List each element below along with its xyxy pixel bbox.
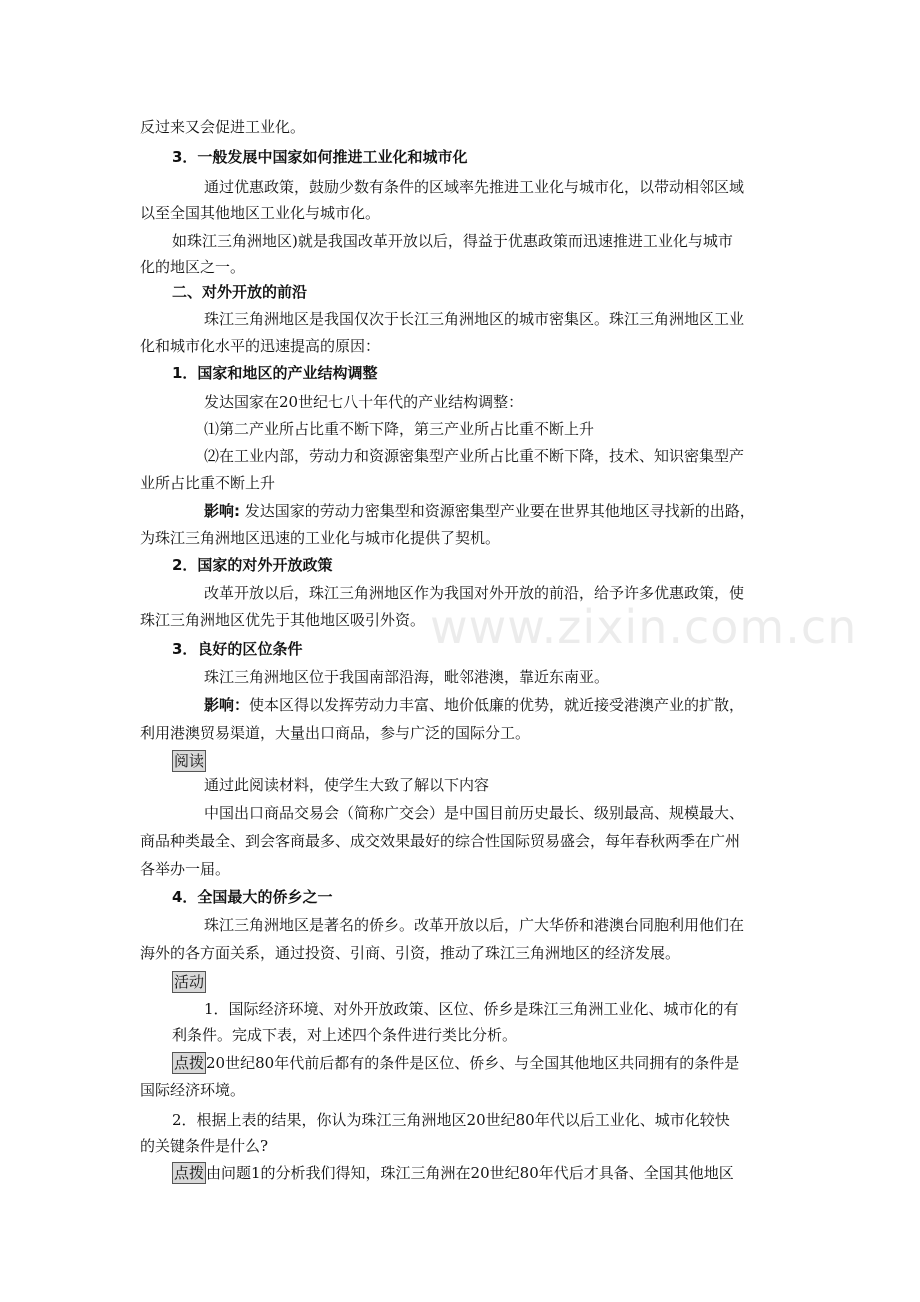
text-line: 利用港澳贸易渠道，大量出口商品，参与广泛的国际分工。 bbox=[140, 724, 531, 742]
hint-tag: 点拨 bbox=[174, 1054, 205, 1072]
section-heading: 4．全国最大的侨乡之一 bbox=[172, 888, 333, 906]
text-line: 发达国家在20世纪七八十年代的产业结构调整： bbox=[204, 393, 524, 411]
text-line: 的关键条件是什么? bbox=[140, 1137, 269, 1155]
text-span: 使本区得以发挥劳动力丰富、地价低廉的优势，就近接受港澳产业的扩散， bbox=[249, 696, 745, 714]
text-line: 改革开放以后，珠江三角洲地区作为我国对外开放的前沿，给予许多优惠政策，使 bbox=[204, 584, 745, 602]
text-line: 国际经济环境。 bbox=[140, 1081, 246, 1099]
text-line bbox=[172, 1160, 822, 1186]
text-line: 业所占比重不断上升 bbox=[140, 474, 276, 492]
text-line: 珠江三角洲地区是著名的侨乡。改革开放以后，广大华侨和港澳台同胞利用他们在 bbox=[204, 916, 745, 934]
text-line: 以至全国其他地区工业化与城市化。 bbox=[140, 204, 381, 222]
text-line: 为珠江三角洲地区迅速的工业化与城市化提供了契机。 bbox=[140, 529, 501, 547]
text-span: 20世纪80年代前后都有的条件是区位、侨乡、与全国其他地区共同拥有的条件是 bbox=[206, 1054, 740, 1072]
text-line: 海外的各方面关系，通过投资、引商、引资，推动了珠江三角洲地区的经济发展。 bbox=[140, 944, 681, 962]
reading-tag: 阅读 bbox=[174, 752, 205, 770]
hint-tag: 点拨 bbox=[174, 1164, 205, 1182]
text-line bbox=[204, 692, 854, 718]
section-heading: 3．一般发展中国家如何推进工业化和城市化 bbox=[172, 148, 468, 166]
text-line: 1．国际经济环境、对外开放政策、区位、侨乡是珠江三角洲工业化、城市化的有 bbox=[204, 1000, 739, 1018]
text-line: 珠江三角洲地区优先于其他地区吸引外资。 bbox=[140, 611, 426, 629]
text-line: 中国出口商品交易会（简称广交会）是中国目前历史最长、级别最高、规模最大、 bbox=[204, 804, 745, 822]
text-line: 通过优惠政策，鼓励少数有条件的区域率先推进工业化与城市化，以带动相邻区域 bbox=[204, 178, 745, 196]
tag-line bbox=[172, 748, 822, 774]
text-line: 2．根据上表的结果，你认为珠江三角洲地区20世纪80年代以后工业化、城市化较快 bbox=[172, 1111, 730, 1129]
text-span: 由问题1的分析我们得知，珠江三角洲在20世纪80年代后才具备、全国其他地区 bbox=[206, 1164, 734, 1182]
section-heading: 二、对外开放的前沿 bbox=[172, 283, 308, 301]
section-heading: 3．良好的区位条件 bbox=[172, 640, 303, 658]
text-span: 发达国家的劳动力密集型和资源密集型产业要在世界其他地区寻找新的出路， bbox=[240, 502, 755, 520]
watermark: www.zixin.com.cn bbox=[430, 600, 858, 654]
text-line: 化的地区之一。 bbox=[140, 258, 246, 276]
text-line bbox=[172, 1050, 822, 1076]
section-heading: 2．国家的对外开放政策 bbox=[172, 556, 333, 574]
activity-tag: 活动 bbox=[174, 973, 205, 991]
text-line: ⑴第二产业所占比重不断下降，第三产业所占比重不断上升 bbox=[204, 420, 595, 438]
impact-label: 影响： bbox=[204, 696, 250, 714]
impact-label: 影响: bbox=[204, 502, 240, 520]
text-line: 珠江三角洲地区位于我国南部沿海，毗邻港澳，靠近东南亚。 bbox=[204, 668, 610, 686]
text-line: ⑵在工业内部，劳动力和资源密集型产业所占比重不断下降，技术、知识密集型产 bbox=[204, 447, 745, 465]
text-line: 化和城市化水平的迅速提高的原因： bbox=[140, 337, 381, 355]
text-line: 商品种类最全、到会客商最多、成交效果最好的综合性国际贸易盛会，每年春秋两季在广州 bbox=[140, 832, 741, 850]
text-line: 通过此阅读材料，使学生大致了解以下内容 bbox=[204, 776, 490, 794]
text-line: 各举办一届。 bbox=[140, 860, 231, 878]
section-heading: 1．国家和地区的产业结构调整 bbox=[172, 364, 378, 382]
text-line: 如珠江三角洲地区)就是我国改革开放以后，得益于优惠政策而迅速推进工业化与城市 bbox=[172, 232, 733, 250]
tag-line bbox=[172, 969, 822, 995]
text-line: 反过来又会促进工业化。 bbox=[140, 118, 306, 136]
text-line: 珠江三角洲地区是我国仅次于长江三角洲地区的城市密集区。珠江三角洲地区工业 bbox=[204, 310, 745, 328]
text-line bbox=[204, 498, 854, 524]
text-line: 利条件。完成下表，对上述四个条件进行类比分析。 bbox=[172, 1026, 518, 1044]
